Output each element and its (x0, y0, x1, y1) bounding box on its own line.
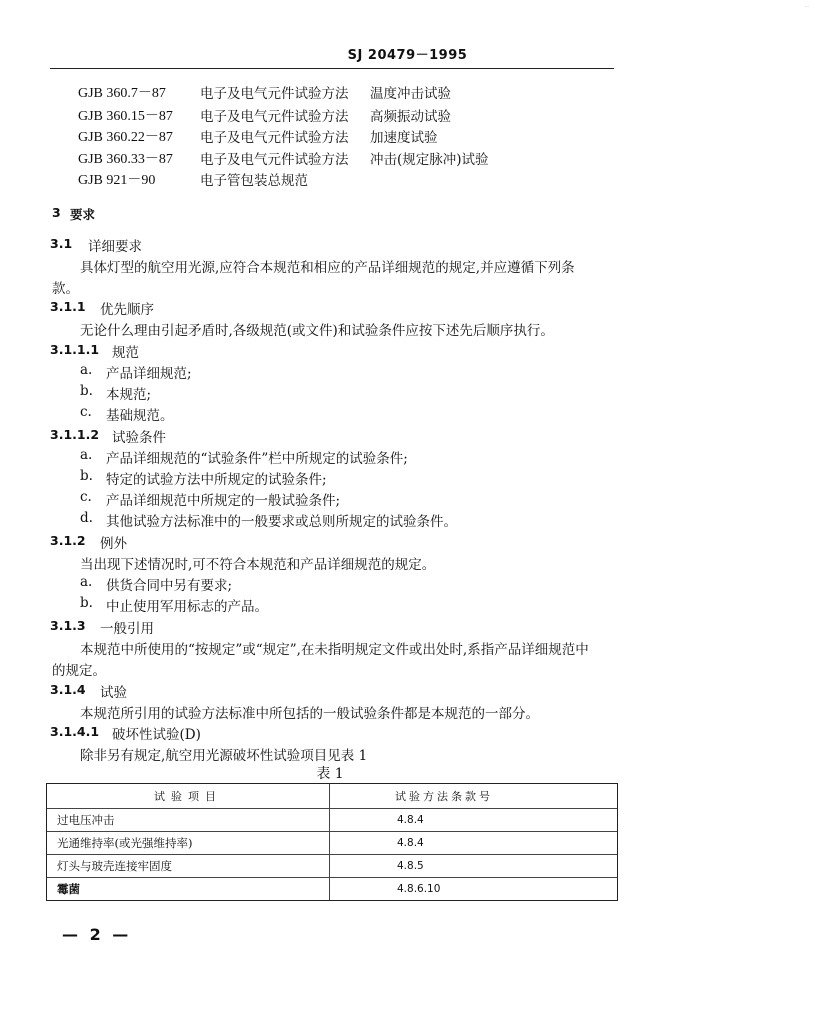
table-cell: 4.8.4 (397, 814, 424, 826)
section-title: 要求 (70, 207, 96, 222)
list-label: a. (80, 447, 93, 463)
table-cell: 4.8.4 (397, 837, 424, 849)
paragraph: 的规定。 (52, 663, 106, 679)
list-item: 中止使用军用标志的产品。 (106, 599, 268, 615)
reference-subject: 加速度试验 (370, 130, 438, 146)
page-number: — 2 — (62, 925, 132, 944)
section-number: 3.1.1 (50, 299, 86, 314)
table-cell: 4.8.6.10 (397, 883, 441, 895)
section-title: 优先顺序 (100, 302, 154, 318)
list-item: 产品详细规范的“试验条件”栏中所规定的试验条件; (106, 451, 408, 467)
section-number: 3.1.2 (50, 533, 86, 548)
section-title: 详细要求 (88, 239, 142, 255)
section-title: 规范 (112, 345, 139, 361)
list-label: c. (80, 404, 92, 420)
paragraph: 本规范中所使用的“按规定”或“规定”,在未指明规定文件或出处时,系指产品详细规范中 (80, 642, 589, 658)
section-number: 3.1.3 (50, 618, 86, 633)
reference-code: GJB 360.15－87 (78, 109, 173, 124)
column-header: 试验项目 (47, 784, 330, 808)
reference-code: GJB 921－90 (78, 173, 156, 188)
list-label: a. (80, 574, 93, 590)
reference-title: 电子管包装总规范 (200, 173, 308, 189)
section-title: 例外 (100, 536, 127, 552)
table-row (47, 831, 617, 854)
reference-code: GJB 360.22－87 (78, 130, 173, 145)
reference-title: 电子及电气元件试验方法 (200, 130, 349, 146)
section-number: 3.1.1.1 (50, 342, 100, 357)
list-item: 产品详细规范; (106, 366, 192, 382)
reference-subject: 温度冲击试验 (370, 86, 451, 102)
section-number: 3.1.4.1 (50, 724, 100, 739)
list-item: 特定的试验方法中所规定的试验条件; (106, 472, 327, 488)
paragraph: 无论什么理由引起矛盾时,各级规范(或文件)和试验条件应按下述先后顺序执行。 (80, 323, 554, 339)
table-cell: 4.8.5 (397, 860, 424, 872)
table-cell: 过电压冲击 (47, 809, 330, 831)
section-title: 试验 (100, 685, 127, 701)
list-item: 基础规范。 (106, 408, 174, 424)
reference-subject: 冲击(规定脉冲)试验 (370, 152, 489, 168)
section-title: 试验条件 (112, 430, 166, 446)
section-number: 3.1 (50, 236, 73, 251)
list-label: d. (80, 510, 93, 526)
table-row (47, 808, 617, 831)
list-item: 本规范; (106, 387, 152, 403)
list-label: c. (80, 489, 92, 505)
list-item: 供货合同中另有要求; (106, 578, 233, 594)
table-row (47, 877, 617, 900)
list-item: 产品详细规范中所规定的一般试验条件; (106, 493, 341, 509)
reference-title: 电子及电气元件试验方法 (200, 152, 349, 168)
section-number: 3 (52, 205, 61, 220)
list-label: b. (80, 383, 93, 399)
paragraph: 除非另有规定,航空用光源破坏性试验项目见表 1 (80, 748, 368, 764)
table-header-row (47, 784, 617, 808)
reference-title: 电子及电气元件试验方法 (200, 86, 349, 102)
reference-code: GJB 360.33－87 (78, 152, 173, 167)
header-rule (50, 68, 614, 69)
reference-code: GJB 360.7－87 (78, 86, 166, 101)
section-title: 破坏性试验(D) (112, 727, 201, 743)
table-row (47, 854, 617, 877)
reference-title: 电子及电气元件试验方法 (200, 109, 349, 125)
paragraph: 款。 (52, 281, 79, 297)
table-cell: 霉菌 (47, 878, 330, 900)
section-title: 一般引用 (100, 621, 154, 637)
reference-subject: 高频振动试验 (370, 109, 451, 125)
list-label: b. (80, 468, 93, 484)
table-cell: 光通维持率(或光强维持率) (47, 832, 330, 854)
paragraph: 当出现下述情况时,可不符合本规范和产品详细规范的规定。 (80, 557, 436, 573)
list-item: 其他试验方法标准中的一般要求或总则所规定的试验条件。 (106, 514, 457, 530)
list-label: a. (80, 362, 93, 378)
list-label: b. (80, 595, 93, 611)
test-items-table (46, 783, 618, 901)
paragraph: 本规范所引用的试验方法标准中所包括的一般试验条件都是本规范的一部分。 (80, 706, 539, 722)
paragraph: 具体灯型的航空用光源,应符合本规范和相应的产品详细规范的规定,并应遵循下列条 (80, 260, 575, 276)
column-header: 试验方法条款号 (395, 790, 493, 803)
document-header: SJ 20479－1995 (347, 48, 468, 63)
table-cell: 灯头与玻壳连接牢固度 (47, 855, 330, 877)
table-caption: 表 1 (316, 766, 344, 782)
section-number: 3.1.1.2 (50, 427, 100, 442)
scan-mark: ··· (804, 4, 809, 10)
section-number: 3.1.4 (50, 682, 86, 697)
